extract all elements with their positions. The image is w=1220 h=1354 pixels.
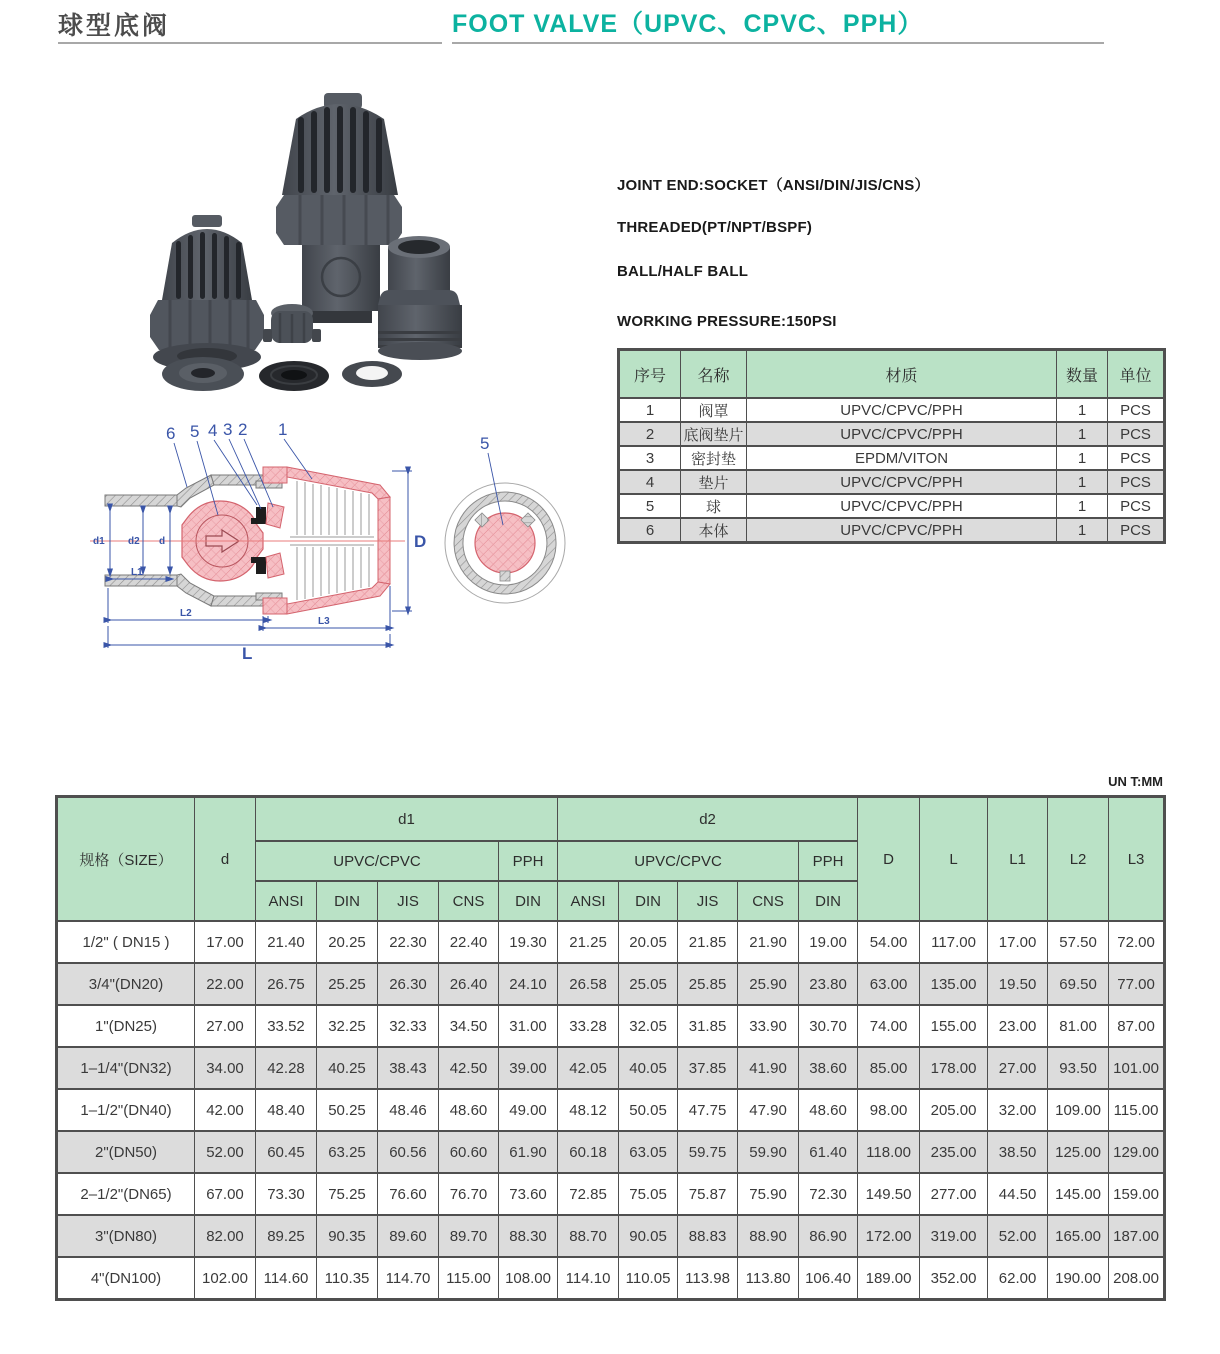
dim-value-cell: 48.46 — [378, 1089, 439, 1131]
dim-label-L1: L1 — [131, 567, 143, 578]
parts-table-cell: 1 — [1057, 494, 1108, 518]
dim-value-cell: 155.00 — [920, 1005, 988, 1047]
dim-value-cell: 19.50 — [988, 963, 1048, 1005]
dim-header-standard: DIN — [499, 881, 558, 921]
dim-value-cell: 37.85 — [678, 1047, 738, 1089]
parts-table-cell: 1 — [619, 398, 681, 422]
dim-value-cell: 61.90 — [499, 1131, 558, 1173]
dim-value-cell: 277.00 — [920, 1173, 988, 1215]
parts-table-cell: PCS — [1108, 446, 1165, 470]
parts-table-cell: 1 — [1057, 398, 1108, 422]
dim-value-cell: 63.00 — [858, 963, 920, 1005]
dim-value-cell: 40.05 — [619, 1047, 678, 1089]
dim-value-cell: 115.00 — [1109, 1089, 1165, 1131]
dim-value-cell: 76.70 — [439, 1173, 499, 1215]
dim-value-cell: 41.90 — [738, 1047, 799, 1089]
parts-table-cell: PCS — [1108, 470, 1165, 494]
dim-value-cell: 61.40 — [799, 1131, 858, 1173]
dim-value-cell: 48.60 — [439, 1089, 499, 1131]
dim-value-cell: 98.00 — [858, 1089, 920, 1131]
dim-value-cell: 88.83 — [678, 1215, 738, 1257]
dim-value-cell: 81.00 — [1048, 1005, 1109, 1047]
dim-value-cell: 60.56 — [378, 1131, 439, 1173]
parts-table-cell: 密封垫 — [681, 446, 747, 470]
parts-table-cell: PCS — [1108, 422, 1165, 446]
dim-size-cell: 2–1/2"(DN65) — [57, 1173, 195, 1215]
dim-table-row — [57, 1047, 1165, 1089]
dim-value-cell: 67.00 — [195, 1173, 256, 1215]
dim-value-cell: 19.00 — [799, 921, 858, 963]
parts-table-cell: UPVC/CPVC/PPH — [747, 494, 1057, 518]
callout-end-view-5: 5 — [480, 434, 490, 453]
dim-value-cell: 109.00 — [1048, 1089, 1109, 1131]
dim-value-cell: 19.30 — [499, 921, 558, 963]
dim-value-cell: 40.25 — [317, 1047, 378, 1089]
dim-value-cell: 25.05 — [619, 963, 678, 1005]
callout-4: 4 — [208, 423, 218, 440]
dim-header-standard: JIS — [678, 881, 738, 921]
dim-value-cell: 73.60 — [499, 1173, 558, 1215]
dim-value-cell: 34.50 — [439, 1005, 499, 1047]
dim-value-cell: 102.00 — [195, 1257, 256, 1300]
parts-table-row — [619, 398, 1165, 422]
dim-value-cell: 26.30 — [378, 963, 439, 1005]
dim-value-cell: 26.40 — [439, 963, 499, 1005]
parts-table-row — [619, 446, 1165, 470]
dimensions-table — [55, 795, 1166, 1301]
parts-header-name: 名称 — [681, 350, 747, 399]
dim-table-row — [57, 1131, 1165, 1173]
dim-value-cell: 33.52 — [256, 1005, 317, 1047]
dim-value-cell: 32.00 — [988, 1089, 1048, 1131]
spec-joint-end: JOINT END:SOCKET（ANSI/DIN/JIS/CNS） — [617, 177, 930, 194]
dim-value-cell: 86.90 — [799, 1215, 858, 1257]
dim-value-cell: 90.35 — [317, 1215, 378, 1257]
dim-value-cell: 110.05 — [619, 1257, 678, 1300]
dim-value-cell: 38.43 — [378, 1047, 439, 1089]
dim-value-cell: 93.50 — [1048, 1047, 1109, 1089]
parts-table-cell: PCS — [1108, 518, 1165, 543]
parts-table-cell: 本体 — [681, 518, 747, 543]
dim-value-cell: 117.00 — [920, 921, 988, 963]
dim-value-cell: 21.85 — [678, 921, 738, 963]
dim-value-cell: 69.50 — [1048, 963, 1109, 1005]
dim-size-cell: 1–1/2"(DN40) — [57, 1089, 195, 1131]
dim-value-cell: 113.80 — [738, 1257, 799, 1300]
dim-size-cell: 1–1/4"(DN32) — [57, 1047, 195, 1089]
dim-table-row — [57, 1005, 1165, 1047]
parts-table-body — [619, 398, 1165, 543]
parts-header-material: 材质 — [747, 350, 1057, 399]
dim-value-cell: 60.18 — [558, 1131, 619, 1173]
dim-value-cell: 208.00 — [1109, 1257, 1165, 1300]
dim-value-cell: 31.85 — [678, 1005, 738, 1047]
dim-size-cell: 3"(DN80) — [57, 1215, 195, 1257]
dim-header-L1: L1 — [988, 797, 1048, 922]
dim-value-cell: 23.00 — [988, 1005, 1048, 1047]
parts-table-cell: UPVC/CPVC/PPH — [747, 422, 1057, 446]
dim-label-L2: L2 — [180, 608, 192, 619]
dim-value-cell: 60.45 — [256, 1131, 317, 1173]
dim-value-cell: 17.00 — [195, 921, 256, 963]
dim-value-cell: 115.00 — [439, 1257, 499, 1300]
dim-value-cell: 50.05 — [619, 1089, 678, 1131]
dim-value-cell: 24.10 — [499, 963, 558, 1005]
dim-value-cell: 59.75 — [678, 1131, 738, 1173]
dim-value-cell: 129.00 — [1109, 1131, 1165, 1173]
callout-1: 1 — [278, 423, 288, 439]
dim-value-cell: 87.00 — [1109, 1005, 1165, 1047]
dim-table-row — [57, 963, 1165, 1005]
dim-header-pph-2: PPH — [799, 841, 858, 881]
dim-table-row — [57, 921, 1165, 963]
photo-gasket-right — [342, 361, 402, 387]
parts-header-no: 序号 — [619, 350, 681, 399]
parts-table-row — [619, 494, 1165, 518]
dim-value-cell: 52.00 — [988, 1215, 1048, 1257]
dim-value-cell: 172.00 — [858, 1215, 920, 1257]
parts-table-row — [619, 470, 1165, 494]
dim-value-cell: 113.98 — [678, 1257, 738, 1300]
dim-header-D: D — [858, 797, 920, 922]
dim-value-cell: 190.00 — [1048, 1257, 1109, 1300]
dim-value-cell: 114.70 — [378, 1257, 439, 1300]
dim-value-cell: 77.00 — [1109, 963, 1165, 1005]
dim-value-cell: 44.50 — [988, 1173, 1048, 1215]
dim-header-standard: CNS — [439, 881, 499, 921]
dim-value-cell: 75.90 — [738, 1173, 799, 1215]
callout-6: 6 — [166, 424, 176, 443]
spec-ball: BALL/HALF BALL — [617, 263, 749, 280]
dim-header-pph-1: PPH — [499, 841, 558, 881]
dim-value-cell: 48.40 — [256, 1089, 317, 1131]
dim-label-d: d — [159, 536, 166, 547]
dim-value-cell: 33.90 — [738, 1005, 799, 1047]
parts-table-cell: 1 — [1057, 446, 1108, 470]
parts-table-cell: 2 — [619, 422, 681, 446]
dim-table-row — [57, 1257, 1165, 1300]
dim-value-cell: 82.00 — [195, 1215, 256, 1257]
dim-value-cell: 54.00 — [858, 921, 920, 963]
page-title-cn: 球型底阀 — [58, 12, 171, 40]
dim-value-cell: 125.00 — [1048, 1131, 1109, 1173]
dim-value-cell: 47.75 — [678, 1089, 738, 1131]
dim-value-cell: 32.33 — [378, 1005, 439, 1047]
dim-value-cell: 74.00 — [858, 1005, 920, 1047]
photo-gasket-left — [162, 357, 244, 391]
dim-value-cell: 48.12 — [558, 1089, 619, 1131]
dim-value-cell: 89.60 — [378, 1215, 439, 1257]
photo-large-valve — [276, 93, 402, 323]
page-title-en: FOOT VALVE（UPVC、CPVC、PPH） — [452, 10, 924, 38]
dim-value-cell: 27.00 — [195, 1005, 256, 1047]
drawing-end-view — [445, 434, 565, 603]
parts-table — [617, 348, 1166, 544]
parts-header-unit: 单位 — [1108, 350, 1165, 399]
dim-header-d: d — [195, 797, 256, 922]
dim-value-cell: 235.00 — [920, 1131, 988, 1173]
dim-header-standard: DIN — [799, 881, 858, 921]
title-underline-left — [58, 42, 442, 44]
dim-value-cell: 39.00 — [499, 1047, 558, 1089]
dim-value-cell: 114.10 — [558, 1257, 619, 1300]
dim-value-cell: 22.40 — [439, 921, 499, 963]
dim-value-cell: 22.00 — [195, 963, 256, 1005]
dim-value-cell: 22.30 — [378, 921, 439, 963]
dim-value-cell: 85.00 — [858, 1047, 920, 1089]
dim-value-cell: 89.70 — [439, 1215, 499, 1257]
dim-header-L3: L3 — [1109, 797, 1165, 922]
dim-value-cell: 63.25 — [317, 1131, 378, 1173]
dim-value-cell: 60.60 — [439, 1131, 499, 1173]
dim-value-cell: 189.00 — [858, 1257, 920, 1300]
parts-table-row — [619, 518, 1165, 543]
dim-value-cell: 42.00 — [195, 1089, 256, 1131]
dim-value-cell: 73.30 — [256, 1173, 317, 1215]
dim-value-cell: 59.90 — [738, 1131, 799, 1173]
dim-value-cell: 108.00 — [499, 1257, 558, 1300]
dim-value-cell: 106.40 — [799, 1257, 858, 1300]
dim-value-cell: 20.25 — [317, 921, 378, 963]
parts-table-cell: 球 — [681, 494, 747, 518]
callout-5: 5 — [190, 423, 200, 441]
dim-value-cell: 352.00 — [920, 1257, 988, 1300]
dim-value-cell: 20.05 — [619, 921, 678, 963]
dim-value-cell: 72.85 — [558, 1173, 619, 1215]
callout-3: 3 — [223, 423, 233, 439]
dim-value-cell: 25.90 — [738, 963, 799, 1005]
dim-value-cell: 32.25 — [317, 1005, 378, 1047]
dim-size-cell: 2"(DN50) — [57, 1131, 195, 1173]
parts-table-cell: 6 — [619, 518, 681, 543]
dim-value-cell: 26.75 — [256, 963, 317, 1005]
dim-value-cell: 38.60 — [799, 1047, 858, 1089]
dim-value-cell: 38.50 — [988, 1131, 1048, 1173]
dim-value-cell: 90.05 — [619, 1215, 678, 1257]
dim-header-size: 规格（SIZE） — [57, 797, 195, 922]
parts-table-cell: 1 — [1057, 470, 1108, 494]
dim-table-row — [57, 1215, 1165, 1257]
dim-header-d1: d1 — [256, 797, 558, 842]
dim-value-cell: 42.05 — [558, 1047, 619, 1089]
dim-header-standard: ANSI — [256, 881, 317, 921]
dim-table-body — [57, 921, 1165, 1300]
dim-value-cell: 62.00 — [988, 1257, 1048, 1300]
dim-value-cell: 47.90 — [738, 1089, 799, 1131]
dim-value-cell: 72.30 — [799, 1173, 858, 1215]
parts-table-cell: 阀罩 — [681, 398, 747, 422]
dim-value-cell: 49.00 — [499, 1089, 558, 1131]
dim-value-cell: 187.00 — [1109, 1215, 1165, 1257]
dim-table-row — [57, 1089, 1165, 1131]
dim-value-cell: 31.00 — [499, 1005, 558, 1047]
parts-table-cell: 4 — [619, 470, 681, 494]
dim-header-upvc-cpvc-1: UPVC/CPVC — [256, 841, 499, 881]
dim-value-cell: 25.25 — [317, 963, 378, 1005]
photo-adapter — [378, 236, 462, 360]
parts-table-cell: UPVC/CPVC/PPH — [747, 518, 1057, 543]
dim-label-D: D — [414, 532, 427, 551]
dim-header-standard: DIN — [619, 881, 678, 921]
dim-value-cell: 52.00 — [195, 1131, 256, 1173]
dim-value-cell: 135.00 — [920, 963, 988, 1005]
dim-size-cell: 1/2" ( DN15 ) — [57, 921, 195, 963]
dim-value-cell: 48.60 — [799, 1089, 858, 1131]
dim-size-cell: 4"(DN100) — [57, 1257, 195, 1300]
dim-value-cell: 101.00 — [1109, 1047, 1165, 1089]
parts-table-cell: 1 — [1057, 518, 1108, 543]
dim-value-cell: 75.05 — [619, 1173, 678, 1215]
dim-value-cell: 42.50 — [439, 1047, 499, 1089]
dim-value-cell: 75.25 — [317, 1173, 378, 1215]
dim-value-cell: 42.28 — [256, 1047, 317, 1089]
dim-header-d2: d2 — [558, 797, 858, 842]
dim-value-cell: 88.90 — [738, 1215, 799, 1257]
dim-value-cell: 114.60 — [256, 1257, 317, 1300]
dim-value-cell: 110.35 — [317, 1257, 378, 1300]
dim-value-cell: 23.80 — [799, 963, 858, 1005]
dim-value-cell: 159.00 — [1109, 1173, 1165, 1215]
dim-header-standard: CNS — [738, 881, 799, 921]
dim-value-cell: 178.00 — [920, 1047, 988, 1089]
dim-label-L: L — [242, 644, 253, 663]
dim-value-cell: 145.00 — [1048, 1173, 1109, 1215]
dim-value-cell: 26.58 — [558, 963, 619, 1005]
dim-value-cell: 57.50 — [1048, 921, 1109, 963]
dim-size-cell: 1"(DN25) — [57, 1005, 195, 1047]
parts-table-cell: PCS — [1108, 398, 1165, 422]
parts-header-qty: 数量 — [1057, 350, 1108, 399]
parts-table-cell: 5 — [619, 494, 681, 518]
dim-header-L: L — [920, 797, 988, 922]
spec-working-pressure: WORKING PRESSURE:150PSI — [617, 313, 837, 330]
product-photo-image — [100, 85, 600, 420]
dim-value-cell: 30.70 — [799, 1005, 858, 1047]
dim-value-cell: 63.05 — [619, 1131, 678, 1173]
dim-value-cell: 17.00 — [988, 921, 1048, 963]
callout-2: 2 — [238, 423, 248, 439]
parts-table-row — [619, 422, 1165, 446]
dim-label-d2: d2 — [128, 536, 140, 547]
dim-value-cell: 149.50 — [858, 1173, 920, 1215]
dim-size-cell: 3/4"(DN20) — [57, 963, 195, 1005]
dim-value-cell: 21.40 — [256, 921, 317, 963]
photo-gasket-middle — [259, 361, 329, 391]
dim-header-L2: L2 — [1048, 797, 1109, 922]
dim-value-cell: 25.85 — [678, 963, 738, 1005]
dim-value-cell: 32.05 — [619, 1005, 678, 1047]
parts-table-cell: 底阀垫片 — [681, 422, 747, 446]
dim-header-row-1 — [57, 797, 1165, 842]
dim-value-cell: 21.25 — [558, 921, 619, 963]
dim-label-L3: L3 — [318, 616, 330, 627]
spec-threaded: THREADED(PT/NPT/BSPF) — [617, 219, 813, 236]
dim-value-cell: 72.00 — [1109, 921, 1165, 963]
parts-table-cell: UPVC/CPVC/PPH — [747, 470, 1057, 494]
dim-value-cell: 27.00 — [988, 1047, 1048, 1089]
parts-table-cell: 垫片 — [681, 470, 747, 494]
dim-header-standard: ANSI — [558, 881, 619, 921]
parts-table-cell: 3 — [619, 446, 681, 470]
dim-label-d1: d1 — [93, 536, 105, 547]
dim-value-cell: 76.60 — [378, 1173, 439, 1215]
dim-value-cell: 205.00 — [920, 1089, 988, 1131]
dim-value-cell: 21.90 — [738, 921, 799, 963]
dim-header-standard: DIN — [317, 881, 378, 921]
dim-value-cell: 75.87 — [678, 1173, 738, 1215]
dim-header-upvc-cpvc-2: UPVC/CPVC — [558, 841, 799, 881]
dim-value-cell: 33.28 — [558, 1005, 619, 1047]
dim-value-cell: 165.00 — [1048, 1215, 1109, 1257]
dim-header-standard: JIS — [378, 881, 439, 921]
title-underline-right — [452, 42, 1104, 44]
dim-value-cell: 319.00 — [920, 1215, 988, 1257]
unit-note: UN T:MM — [1108, 774, 1163, 789]
dim-value-cell: 89.25 — [256, 1215, 317, 1257]
parts-table-cell: 1 — [1057, 422, 1108, 446]
dim-value-cell: 50.25 — [317, 1089, 378, 1131]
dim-value-cell: 88.30 — [499, 1215, 558, 1257]
cross-section-drawing — [60, 423, 605, 663]
photo-small-valve — [150, 215, 264, 371]
dim-value-cell: 118.00 — [858, 1131, 920, 1173]
parts-table-cell: PCS — [1108, 494, 1165, 518]
parts-table-cell: UPVC/CPVC/PPH — [747, 398, 1057, 422]
parts-header-row — [619, 350, 1165, 399]
dim-value-cell: 88.70 — [558, 1215, 619, 1257]
dim-table-row — [57, 1173, 1165, 1215]
parts-table-cell: EPDM/VITON — [747, 446, 1057, 470]
dim-value-cell: 34.00 — [195, 1047, 256, 1089]
